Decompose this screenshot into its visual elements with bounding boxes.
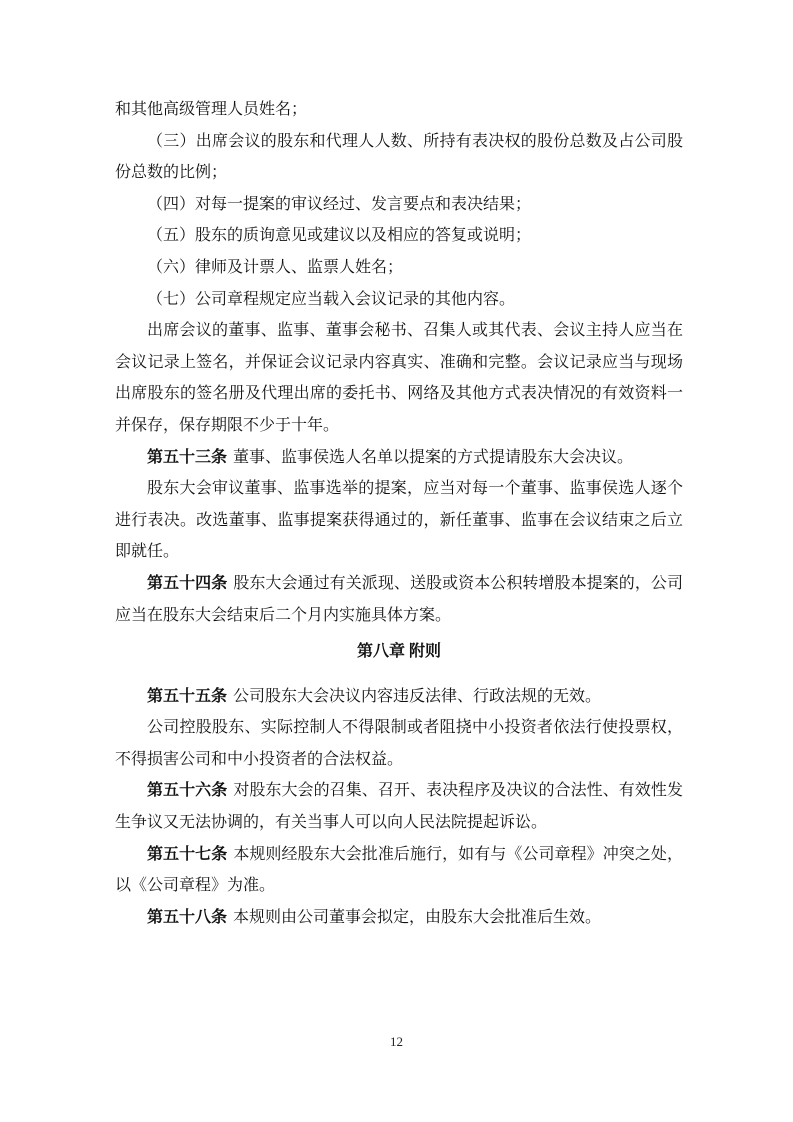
article-53-text: 董事、监事侯选人名单以提案的方式提请股东大会决议。 bbox=[233, 448, 634, 466]
list-item-4: （四）对每一提案的审议经过、发言要点和表决结果； bbox=[147, 195, 532, 213]
article-55-number: 第五十五条 bbox=[147, 687, 228, 705]
article-55-text: 公司股东大会决议内容违反法律、行政法规的无效。 bbox=[233, 687, 602, 705]
article-57-text: 本规则经股东大会批准后施行，如有与《公司章程》冲突之处，以《公司章程》为准。 bbox=[115, 845, 683, 895]
article-57-number: 第五十七条 bbox=[147, 845, 228, 863]
article-53-paragraph bbox=[115, 442, 683, 474]
list-item-3: （三）出席会议的股东和代理人人数、所持有表决权的股份总数及占公司股份总数的比例； bbox=[115, 132, 683, 182]
article-56-text: 对股东大会的召集、召开、表决程序及决议的合法性、有效性发生争议又无法协调的，有关当事人可以向人民法院提起诉讼。 bbox=[115, 782, 683, 832]
chapter-heading: 第八章 附则 bbox=[356, 643, 441, 661]
article-56-number: 第五十六条 bbox=[147, 782, 228, 800]
body-paragraph: 股东大会审议董事、监事选举的提案，应当对每一个董事、监事侯选人逐个进行表决。改选董事、监事提案获得通过的，新任董事、监事在会议结束之后立即就任。 bbox=[115, 480, 683, 561]
article-53-number: 第五十三条 bbox=[147, 448, 228, 466]
body-paragraph: 出席会议的董事、监事、董事会秘书、召集人或其代表、会议主持人应当在会议记录上签名，并保证会议记录内容真实、准确和完整。会议记录应当与现场出席股东的签名册及代理出席的委托书、网络及其他方式表决情况的有效资料一并保存，保存期限不少于十年。 bbox=[115, 322, 683, 434]
list-item-6: （六）律师及计票人、监票人姓名； bbox=[147, 258, 404, 276]
article-55-paragraph bbox=[115, 681, 683, 713]
article-57-paragraph bbox=[115, 839, 683, 902]
article-54-number: 第五十四条 bbox=[147, 574, 228, 592]
document-body bbox=[115, 94, 683, 933]
article-58-text: 本规则由公司董事会拟定，由股东大会批准后生效。 bbox=[233, 908, 602, 926]
article-54-paragraph bbox=[115, 568, 683, 631]
article-56-paragraph bbox=[115, 775, 683, 838]
body-paragraph: 公司控股股东、实际控制人不得限制或者阻挠中小投资者依法行使投票权，不得损害公司和中小投资者的合法权益。 bbox=[115, 719, 683, 768]
page-number: 12 bbox=[390, 1034, 403, 1049]
article-54-text: 股东大会通过有关派现、送股或资本公积转增股本提案的，公司应当在股东大会结束后二个月内实施具体方案。 bbox=[115, 574, 683, 624]
list-item-5: （五）股东的质询意见或建议以及相应的答复或说明； bbox=[147, 227, 532, 245]
list-item-7: （七）公司章程规定应当载入会议记录的其他内容。 bbox=[147, 290, 516, 308]
article-58-paragraph bbox=[115, 902, 683, 934]
continuation-paragraph: 和其他高级管理人员姓名； bbox=[115, 101, 308, 118]
article-58-number: 第五十八条 bbox=[147, 908, 228, 926]
